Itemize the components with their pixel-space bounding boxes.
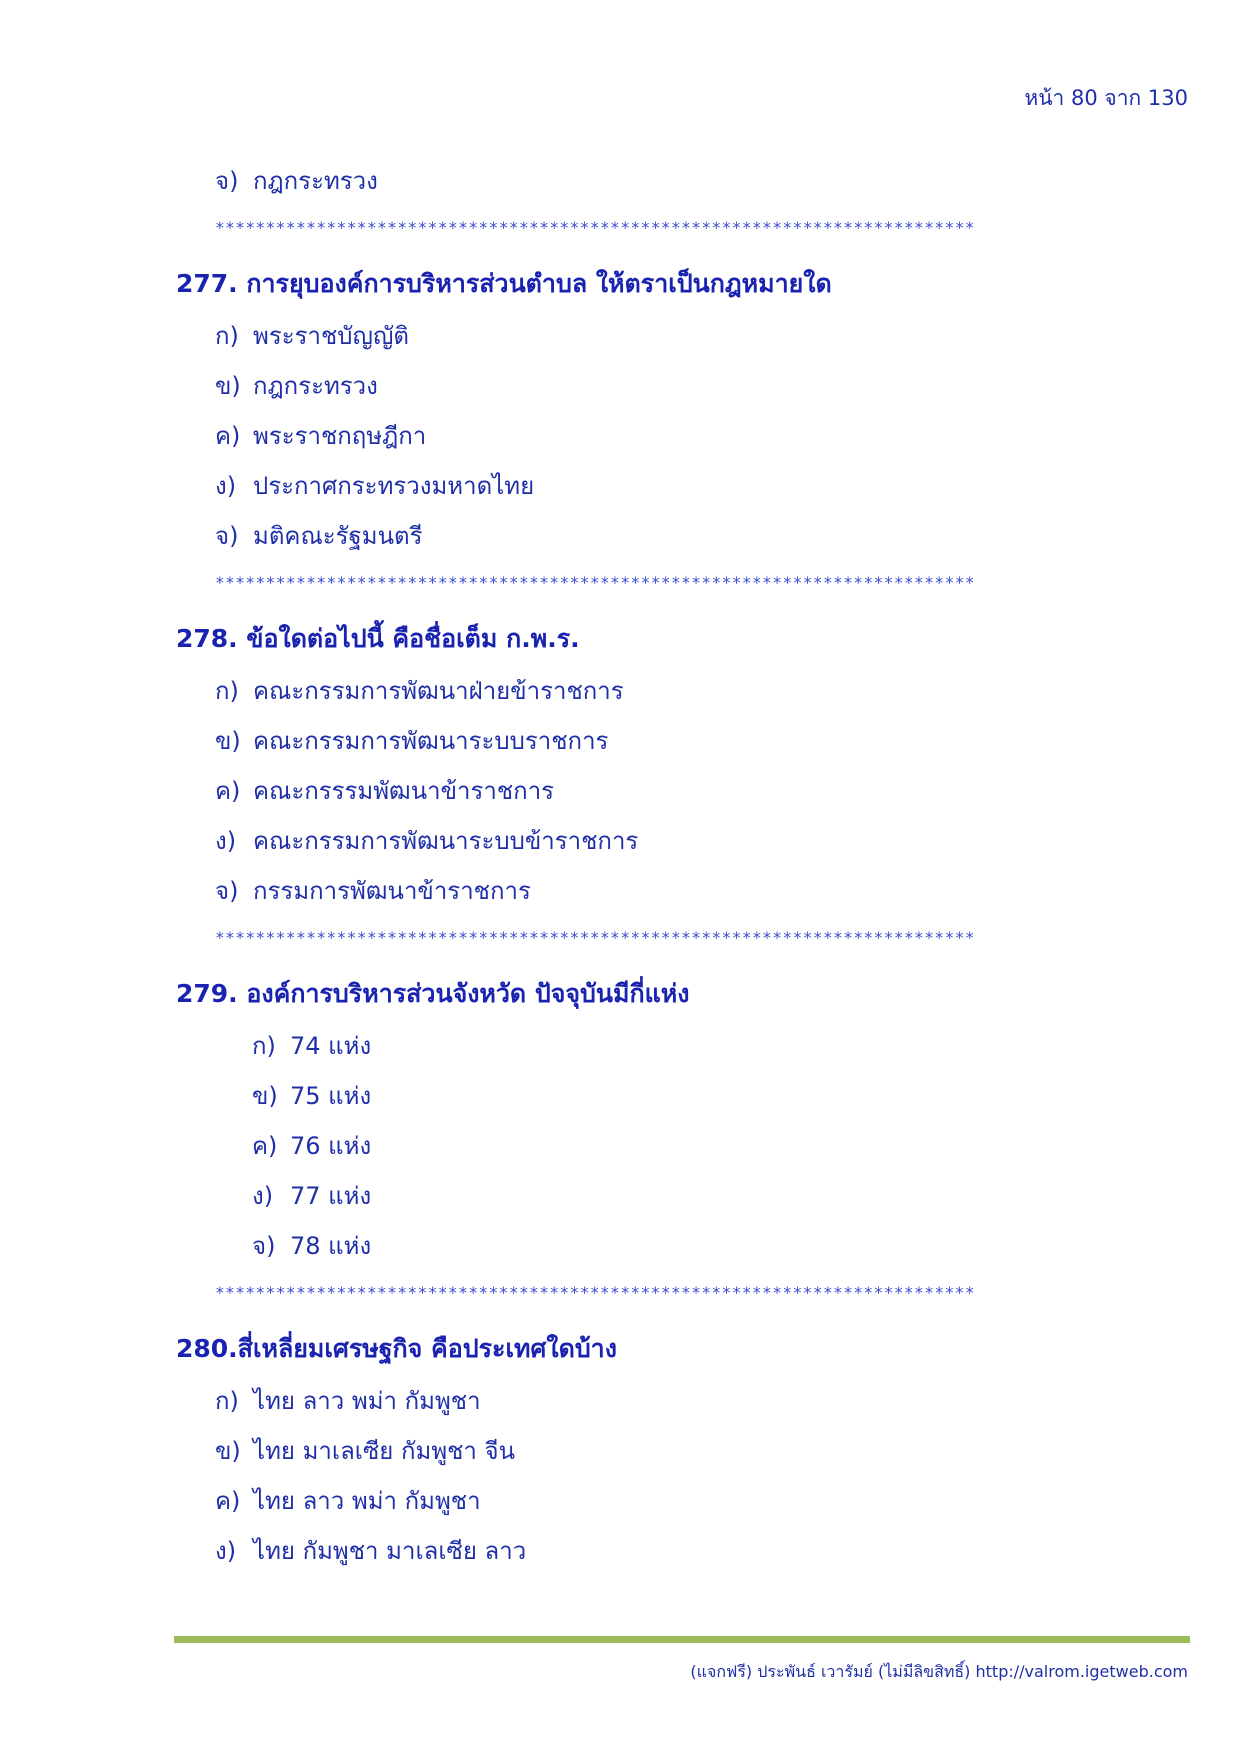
option (215, 676, 624, 706)
option-text: คณะกรรมการพัฒนาระบบราชการ (253, 727, 609, 755)
question-title: 279. องค์การบริหารส่วนจังหวัด ปัจจุบันมีกี่แห่ง (176, 979, 690, 1008)
option-text: ไทย กัมพูชา มาเลเซีย ลาว (253, 1537, 527, 1565)
option-letter: ง) (215, 827, 237, 855)
previous-question-option (215, 166, 378, 196)
option-letter: ง) (215, 1537, 237, 1565)
option-text: 78 แห่ง (290, 1232, 372, 1260)
option-text: 77 แห่ง (290, 1182, 372, 1210)
option-letter: ง) (252, 1182, 274, 1210)
option-text: กฎกระทรวง (253, 372, 378, 400)
option (252, 1231, 371, 1261)
option (215, 826, 638, 856)
option (215, 371, 378, 401)
separator: *************************************************************************** (215, 928, 975, 947)
option-text: 76 แห่ง (290, 1132, 372, 1160)
question-title: 277. การยุบองค์การบริหารส่วนตำบล ให้ตราเป็นกฎหมายใด (176, 269, 832, 298)
option-letter: ค) (252, 1132, 278, 1160)
option-letter: จ) (215, 522, 239, 550)
option-text: คณะกรรมการพัฒนาระบบข้าราชการ (253, 827, 639, 855)
separator: *************************************************************************** (215, 573, 975, 592)
option-text: 74 แห่ง (290, 1032, 372, 1060)
option (252, 1131, 371, 1161)
option-text: ไทย ลาว พม่า กัมพูชา (253, 1487, 481, 1515)
option-text: ประกาศกระทรวงมหาดไทย (253, 472, 535, 500)
option-letter: จ) (252, 1232, 276, 1260)
option-letter: ก) (215, 322, 239, 350)
option (215, 521, 422, 551)
option (215, 726, 608, 756)
option-letter: ข) (215, 1437, 241, 1465)
footer-divider (174, 1636, 1190, 1643)
option (215, 1536, 526, 1566)
option-letter: ง) (215, 472, 237, 500)
option-text: ไทย ลาว พม่า กัมพูชา (253, 1387, 481, 1415)
option (252, 1181, 371, 1211)
option-text: กรรมการพัฒนาข้าราชการ (253, 877, 531, 905)
option (215, 471, 534, 501)
option-text: กฎกระทรวง (253, 167, 378, 195)
option-letter: ข) (252, 1082, 278, 1110)
option (215, 1386, 481, 1416)
option-letter: ก) (252, 1032, 276, 1060)
option-text: พระราชกฤษฎีกา (253, 422, 427, 450)
option-letter: ข) (215, 727, 241, 755)
option-text: มติคณะรัฐมนตรี (253, 522, 423, 550)
option-text: ไทย มาเลเซีย กัมพูชา จีน (253, 1437, 516, 1465)
question-title: 278. ข้อใดต่อไปนี้ คือชื่อเต็ม ก.พ.ร. (176, 624, 580, 653)
option (215, 421, 426, 451)
option (215, 1486, 481, 1516)
option (252, 1031, 371, 1061)
option-letter: ก) (215, 677, 239, 705)
option-letter: ข) (215, 372, 241, 400)
option-letter: ค) (215, 1487, 241, 1515)
option-letter: ก) (215, 1387, 239, 1415)
footer-credit: (แจกฟรี) ประพันธ์ เวารัมย์ (ไม่มีลิขสิทธิ์) http://valrom.igetweb.com (690, 1662, 1188, 1681)
option (215, 321, 409, 351)
option-letter: จ) (215, 877, 239, 905)
option-text: พระราชบัญญัติ (253, 322, 409, 350)
option-text: คณะกรรรมพัฒนาข้าราชการ (253, 777, 555, 805)
separator: *************************************************************************** (215, 1283, 975, 1302)
page-number: หน้า 80 จาก 130 (1024, 86, 1188, 110)
option-text: คณะกรรมการพัฒนาฝ่ายข้าราชการ (253, 677, 624, 705)
separator: *************************************************************************** (215, 218, 975, 237)
option-text: 75 แห่ง (290, 1082, 372, 1110)
option (215, 776, 554, 806)
option-letter: จ) (215, 167, 239, 195)
question-title: 280.สี่เหลี่ยมเศรษฐกิจ คือประเทศใดบ้าง (176, 1334, 617, 1363)
option (215, 1436, 515, 1466)
option (215, 876, 531, 906)
option-letter: ค) (215, 777, 241, 805)
option-letter: ค) (215, 422, 241, 450)
option (252, 1081, 371, 1111)
